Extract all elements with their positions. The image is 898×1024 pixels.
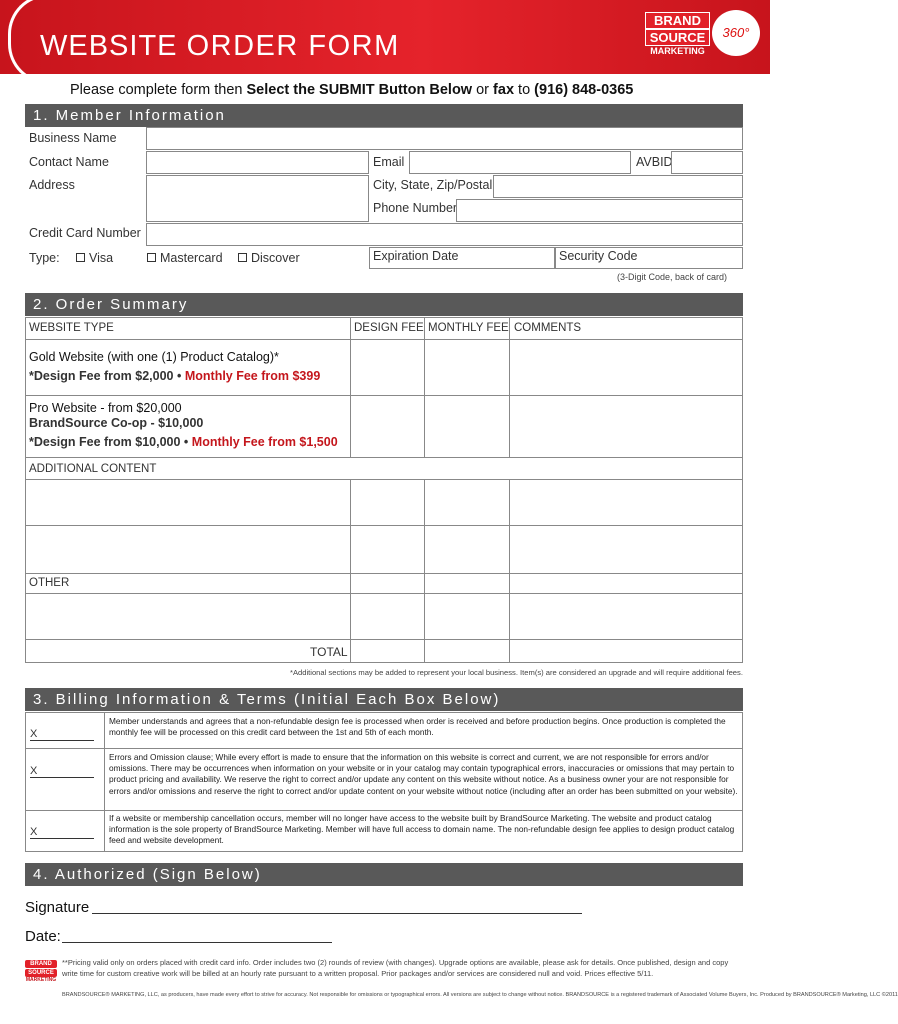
table-divider	[25, 525, 743, 526]
contact-name-label: Contact Name	[29, 155, 109, 169]
security-code-label: Security Code	[559, 249, 638, 263]
discover-checkbox[interactable]	[238, 253, 247, 262]
city-field[interactable]	[493, 175, 743, 198]
city-label: City, State, Zip/Postal	[373, 178, 493, 192]
security-code-note: (3-Digit Code, back of card)	[617, 272, 728, 282]
email-field[interactable]	[409, 151, 631, 174]
table-divider	[25, 810, 743, 811]
cc-number-field[interactable]	[146, 223, 743, 246]
discover-option[interactable]: Discover	[238, 251, 300, 265]
visa-option[interactable]: Visa	[76, 251, 113, 265]
additional-content-label: ADDITIONAL CONTENT	[29, 463, 157, 475]
table-divider	[104, 712, 105, 852]
initial-field-1[interactable]: X	[30, 728, 94, 741]
avbid-label: AVBID	[636, 155, 673, 169]
col-design-fee: DESIGN FEE	[354, 322, 424, 334]
col-comments: COMMENTS	[514, 322, 582, 334]
business-name-field[interactable]	[146, 127, 743, 150]
badge-360: 360°	[712, 10, 760, 56]
email-label: Email	[373, 155, 405, 169]
table-divider	[509, 317, 510, 457]
pro-website-fees: *Design Fee from $10,000 • Monthly Fee from $1,500	[29, 435, 338, 449]
table-divider	[25, 339, 743, 340]
mastercard-checkbox[interactable]	[147, 253, 156, 262]
table-divider	[424, 479, 425, 663]
brandsource-logo: BRAND SOURCE MARKETING	[645, 12, 710, 62]
address-label: Address	[29, 178, 75, 192]
section-order-summary: 2. Order Summary	[25, 293, 743, 316]
table-divider	[25, 639, 743, 640]
gold-website-name: Gold Website (with one (1) Product Catalog)*	[29, 350, 279, 364]
date-line[interactable]	[62, 942, 332, 943]
card-type-label: Type:	[29, 251, 60, 265]
footer-logo: BRAND SOURCE MARKETING	[25, 961, 57, 983]
total-label: TOTAL	[310, 645, 348, 659]
initial-field-3[interactable]: X	[30, 826, 94, 839]
table-divider	[424, 317, 425, 457]
signature-label: Signature	[25, 899, 90, 916]
legal-footnote: BRANDSOURCE® MARKETING, LLC, as producers, have made every effort to strive for accuracy. Not responsible for omissions or typographical errors. All versions are subject to change without notice. BRANDSOURCE is a registered trademark of Associated Volume Buyers, Inc. Produced by BRANDSOURCE® Marketing, LLC ©2011	[62, 992, 898, 998]
cc-number-label: Credit Card Number	[29, 226, 141, 240]
table-divider	[350, 317, 351, 457]
section-member-information: 1. Member Information	[25, 104, 743, 127]
contact-name-field[interactable]	[146, 151, 369, 174]
section-authorized: 4. Authorized (Sign Below)	[25, 863, 743, 886]
avbid-field[interactable]	[671, 151, 743, 174]
business-name-label: Business Name	[29, 131, 117, 145]
section-billing-terms: 3. Billing Information & Terms (Initial Each Box Below)	[25, 688, 743, 711]
table-divider	[25, 457, 743, 458]
phone-label: Phone Number	[373, 201, 458, 215]
term-cancellation: If a website or membership cancellation occurs, member will no longer have access to the website built by BrandSource Marketing. The website and product catalog information is the sole property of BrandSource Marketing. Member will have full access to domain name. The non-refundable design fee applies to design product catalog feed and website development.	[109, 813, 735, 846]
intro-text: Please complete form then Select the SUBMIT Button Below or fax to (916) 848-0365	[70, 82, 634, 98]
term-errors-omissions: Errors and Omission clause; While every effort is made to ensure that the information on this website is correct and current, we are not responsible for errors and/or omissions. There may be occurrences when information on your website or in your catalog may contain typographical errors, inaccuracies or omissions that may pertain to product pricing and availability. We reserve the right to correct and/or update any content on this website without notice. As a business owner your are not responsible for errors and/or omissions and reserve the right to correct and/or update content on your website without notice (including after an order has been submitted on your website).	[109, 752, 738, 796]
additional-sections-note: *Additional sections may be added to represent your local business. Item(s) are considered an upgrade and will require additional fees.	[290, 668, 743, 677]
pro-website-name: Pro Website - from $20,000	[29, 401, 182, 415]
date-label: Date:	[25, 928, 61, 945]
table-divider	[509, 479, 510, 663]
address-field[interactable]	[146, 175, 369, 222]
expiration-label: Expiration Date	[373, 249, 459, 263]
header-banner	[0, 0, 770, 74]
col-website-type: WEBSITE TYPE	[29, 322, 114, 334]
col-monthly-fee: MONTHLY FEE	[428, 322, 509, 334]
pricing-footnote: **Pricing valid only on orders placed with credit card info. Order includes two (2) rounds of review (with changes). Upgrade options are available, please ask for details. Once published, design and copy write time for custom creative work will be billed at an hourly rate pursuant to a written proposal. Prior packages and/or services are considered null and void. Prices effective 5/11.	[62, 958, 729, 978]
initial-field-2[interactable]: X	[30, 765, 94, 778]
phone-field[interactable]	[456, 199, 743, 222]
brandsource-coop: BrandSource Co-op - $10,000	[29, 416, 204, 430]
table-divider	[25, 395, 743, 396]
gold-website-fees: *Design Fee from $2,000 • Monthly Fee from $399	[29, 369, 321, 383]
visa-checkbox[interactable]	[76, 253, 85, 262]
form-title: WEBSITE ORDER FORM	[40, 30, 400, 62]
term-design-fee: Member understands and agrees that a non-refundable design fee is processed when order is received and before production begins. Once production is completed the monthly fee will be processed on this credit card between the 1st and 5th of each month.	[109, 716, 726, 738]
mastercard-option[interactable]: Mastercard	[147, 251, 223, 265]
table-divider	[25, 748, 743, 749]
table-divider	[25, 479, 743, 480]
signature-line[interactable]	[92, 913, 582, 914]
table-divider	[25, 593, 743, 594]
table-divider	[350, 479, 351, 663]
table-divider	[25, 573, 743, 574]
other-label: OTHER	[29, 577, 70, 589]
